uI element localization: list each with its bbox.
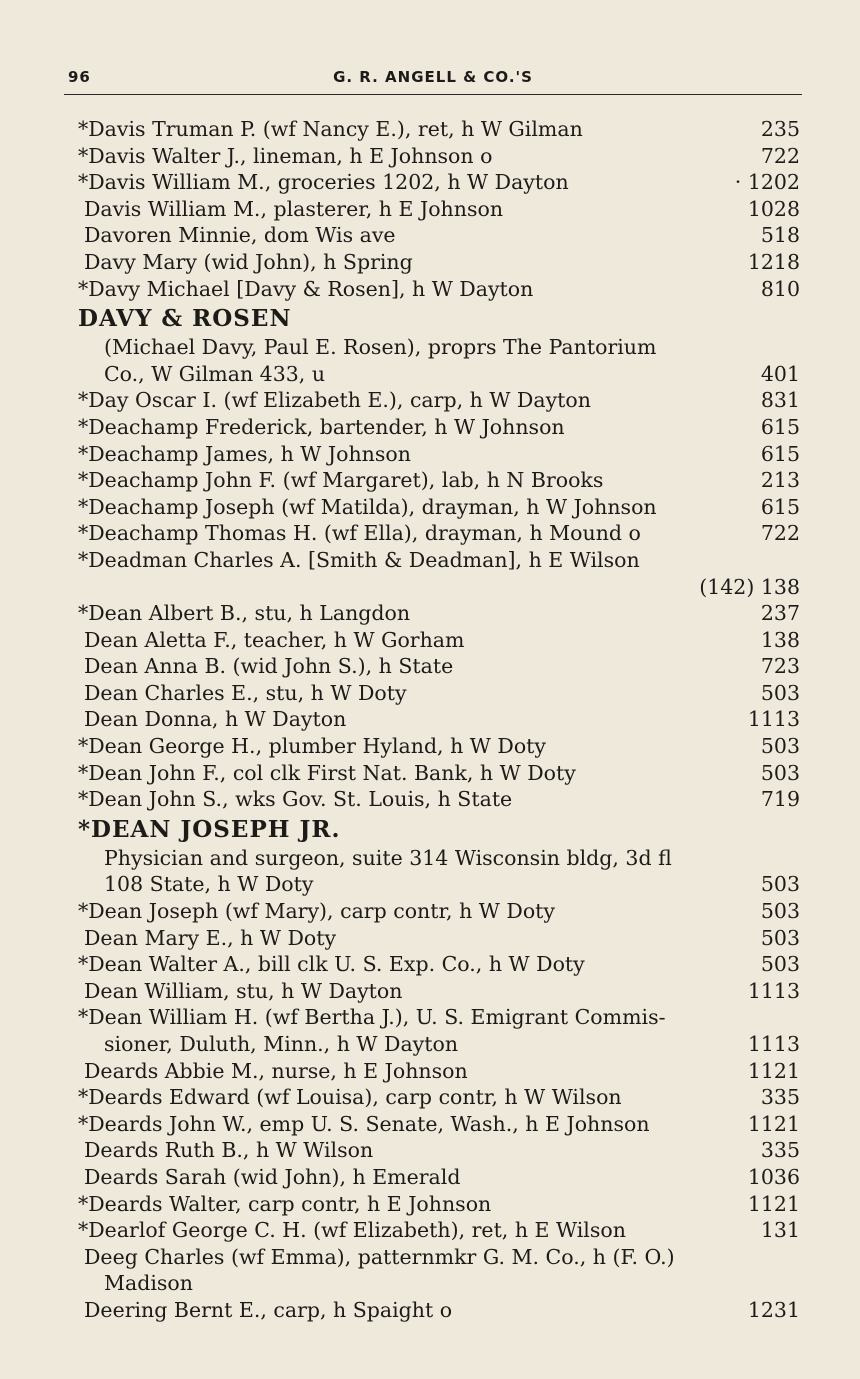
entry-text: *Dean William H. (wf Bertha J.), U. S. Emigrant Commis- xyxy=(78,1005,666,1030)
entry-number: 1121 xyxy=(747,1191,800,1216)
entry-text: *Dean George H., plumber Hyland, h W Doty xyxy=(78,734,546,759)
directory-entry xyxy=(78,653,800,680)
entry-number: 1218 xyxy=(747,249,800,274)
directory-entry xyxy=(78,143,800,170)
page-number: 96 xyxy=(68,68,91,86)
running-title: G. R. ANGELL & CO.'S xyxy=(333,68,533,86)
entry-text: *Davis William M., groceries 1202, h W Dayton xyxy=(78,170,569,195)
entry-number: 503 xyxy=(760,760,800,785)
entry-number: 1121 xyxy=(747,1111,800,1136)
directory-entry xyxy=(78,467,800,494)
entry-text: *Deachamp Joseph (wf Matilda), drayman, h W Johnson xyxy=(78,494,657,519)
entry-number: 518 xyxy=(760,223,800,248)
entry-number: 503 xyxy=(760,952,800,977)
entry-number: 401 xyxy=(760,361,800,386)
entry-text: Co., W Gilman 433, u xyxy=(104,361,326,386)
directory-entry xyxy=(78,334,800,361)
directory-entry xyxy=(78,1031,800,1058)
entry-text: Davoren Minnie, dom Wis ave xyxy=(84,223,396,248)
entry-text: Dean Anna B. (wid John S.), h State xyxy=(84,654,454,679)
entry-number: 335 xyxy=(760,1138,800,1163)
entry-number: 131 xyxy=(760,1218,800,1243)
directory-entry xyxy=(78,494,800,521)
entry-text: *Deachamp James, h W Johnson xyxy=(78,441,411,466)
entry-text: Davis William M., plasterer, h E Johnson xyxy=(84,196,504,221)
directory-entry xyxy=(78,1297,800,1324)
entry-number: 615 xyxy=(760,414,800,439)
directory-entry xyxy=(78,249,800,276)
entry-text: *Dean John F., col clk First Nat. Bank, h W Doty xyxy=(78,760,576,785)
entry-text: Dean Charles E., stu, h W Doty xyxy=(84,680,407,705)
entry-text: Madison xyxy=(104,1271,193,1296)
directory-entry xyxy=(78,1137,800,1164)
entry-number: 722 xyxy=(760,143,800,168)
entry-text: Deering Bernt E., carp, h Spaight o xyxy=(84,1297,453,1322)
entry-number: 722 xyxy=(760,521,800,546)
directory-entry xyxy=(78,547,800,574)
directory-entry xyxy=(78,222,800,249)
entry-text: sioner, Duluth, Minn., h W Dayton xyxy=(104,1032,459,1056)
entry-text: *Davy Michael [Davy & Rosen], h W Dayton xyxy=(78,276,534,301)
directory-entry xyxy=(78,627,800,654)
entry-number: 503 xyxy=(760,899,800,924)
entry-text: *Day Oscar I. (wf Elizabeth E.), carp, h W Dayton xyxy=(78,388,591,413)
directory-entry xyxy=(78,414,800,441)
directory-entry xyxy=(78,361,800,388)
entry-text: Dean Aletta F., teacher, h W Gorham xyxy=(84,627,465,652)
directory-entry xyxy=(78,441,800,468)
entry-number: 1231 xyxy=(747,1297,800,1322)
entry-text: *Dean John S., wks Gov. St. Louis, h State xyxy=(78,787,513,812)
page-header xyxy=(64,60,802,95)
firm-heading: *DEAN JOSEPH JR. xyxy=(78,815,341,843)
entry-text: *Davis Walter J., lineman, h E Johnson o xyxy=(78,143,493,168)
entry-text: Davy Mary (wid John), h Spring xyxy=(84,249,413,274)
entry-number: 615 xyxy=(760,441,800,466)
entry-number: 1121 xyxy=(747,1058,800,1083)
directory-entry xyxy=(78,169,800,196)
entry-text: Dean Mary E., h W Doty xyxy=(84,925,337,950)
entry-number: 831 xyxy=(760,388,800,413)
entry-number: 213 xyxy=(760,468,800,493)
entry-number: 615 xyxy=(760,494,800,519)
entry-text: Deards Abbie M., nurse, h E Johnson xyxy=(84,1058,468,1083)
directory-entry xyxy=(78,845,800,872)
entry-number: 1113 xyxy=(747,707,800,732)
entry-number: 1113 xyxy=(747,1032,800,1056)
entry-number: 1028 xyxy=(747,196,800,221)
directory-entry xyxy=(78,1244,800,1271)
directory-entry xyxy=(78,1164,800,1191)
directory-entry xyxy=(78,706,800,733)
directory-entry xyxy=(78,1217,800,1244)
entry-number: 1113 xyxy=(747,978,800,1003)
entry-number: 503 xyxy=(760,872,800,897)
directory-entry xyxy=(78,925,800,952)
directory-entry xyxy=(78,387,800,414)
entry-text: *Dearlof George C. H. (wf Elizabeth), ret, h E Wilson xyxy=(78,1218,626,1243)
entry-text: *Dean Albert B., stu, h Langdon xyxy=(78,601,411,626)
entry-text: Physician and surgeon, suite 314 Wisconsin bldg, 3d fl xyxy=(104,845,672,870)
directory-entry xyxy=(78,276,800,303)
entry-number: 503 xyxy=(760,734,800,759)
directory-entry xyxy=(78,786,800,813)
directory-entry xyxy=(78,520,800,547)
entry-number: 810 xyxy=(760,276,800,301)
entry-number: · 1202 xyxy=(734,170,800,195)
entry-number: 138 xyxy=(760,627,800,652)
directory-entry xyxy=(78,978,800,1005)
entry-text: *Deards Edward (wf Louisa), carp contr, h W Wilson xyxy=(78,1085,622,1110)
entry-text: Deards Sarah (wid John), h Emerald xyxy=(84,1164,461,1189)
directory-entry xyxy=(78,1084,800,1111)
entry-text: *Deachamp Frederick, bartender, h W Johnson xyxy=(78,414,565,439)
directory-entry xyxy=(78,1270,800,1297)
directory-entry xyxy=(78,1058,800,1085)
directory-entry xyxy=(78,196,800,223)
directory-entry xyxy=(78,951,800,978)
entry-text: *Davis Truman P. (wf Nancy E.), ret, h W Gilman xyxy=(78,117,583,141)
entry-text: *Deards John W., emp U. S. Senate, Wash., h E Johnson xyxy=(78,1111,650,1136)
entry-text: Deeg Charles (wf Emma), patternmkr G. M. Co., h (F. O.) xyxy=(84,1244,675,1269)
entry-text: *Deachamp John F. (wf Margaret), lab, h N Brooks xyxy=(78,468,604,493)
entry-number: (142) 138 xyxy=(699,574,800,599)
entry-text: *Deachamp Thomas H. (wf Ella), drayman, h Mound o xyxy=(78,521,641,546)
entry-text: 108 State, h W Doty xyxy=(104,872,314,897)
directory-entry xyxy=(78,1191,800,1218)
entry-text: Deards Ruth B., h W Wilson xyxy=(84,1138,374,1163)
entry-number: 723 xyxy=(760,654,800,679)
entry-text: *Dean Walter A., bill clk U. S. Exp. Co., h W Doty xyxy=(78,952,585,977)
directory-entry xyxy=(78,574,800,601)
directory-entry xyxy=(78,1111,800,1138)
directory-entries xyxy=(78,116,800,1324)
entry-text: *Deards Walter, carp contr, h E Johnson xyxy=(78,1191,492,1216)
directory-entry xyxy=(78,600,800,627)
entry-number: 503 xyxy=(760,925,800,950)
entry-number: 719 xyxy=(760,787,800,812)
entry-number: 235 xyxy=(760,117,800,141)
directory-entry xyxy=(78,680,800,707)
directory-entry xyxy=(78,871,800,898)
entry-text: Dean William, stu, h W Dayton xyxy=(84,978,403,1003)
firm-heading: DAVY & ROSEN xyxy=(78,305,292,333)
directory-entry xyxy=(78,898,800,925)
directory-entry xyxy=(78,116,800,143)
directory-entry xyxy=(78,733,800,760)
entry-number: 335 xyxy=(760,1085,800,1110)
entry-number: 237 xyxy=(760,601,800,626)
entry-text: *Dean Joseph (wf Mary), carp contr, h W Doty xyxy=(78,899,555,924)
entry-text: (Michael Davy, Paul E. Rosen), proprs The Pantorium xyxy=(104,335,657,360)
entry-number: 503 xyxy=(760,680,800,705)
entry-number: 1036 xyxy=(747,1164,800,1189)
directory-entry xyxy=(78,760,800,787)
entry-text: *Deadman Charles A. [Smith & Deadman], h E Wilson xyxy=(78,547,640,572)
directory-entry xyxy=(78,1004,800,1031)
entry-text: Dean Donna, h W Dayton xyxy=(84,707,347,732)
